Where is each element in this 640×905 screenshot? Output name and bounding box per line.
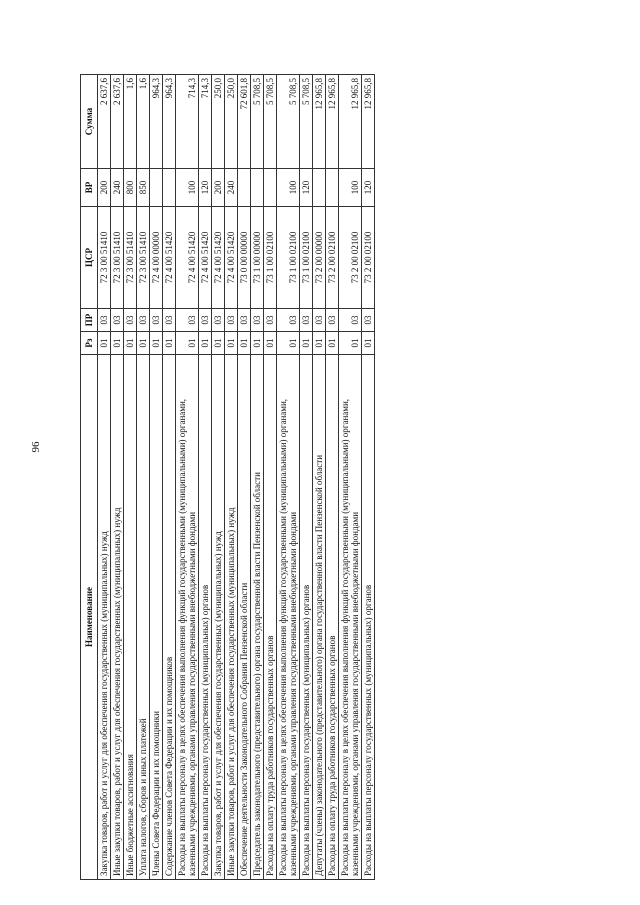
cell-name: Расходы на оплату труда работников государственных органов [326, 355, 339, 880]
cell-csr: 72 4 00 51420 [225, 207, 238, 309]
cell-sum: 714,3 [199, 75, 212, 169]
cell-name: Содержание членов Совета Федерации и их помощников [163, 355, 176, 880]
cell-sum: 12 965,8 [339, 75, 362, 169]
cell-rz: 01 [313, 332, 326, 355]
cell-sum: 250,0 [225, 75, 238, 169]
cell-vr: 100 [277, 169, 300, 207]
cell-name: Иные бюджетные ассигнования [124, 355, 137, 880]
cell-vr [238, 169, 251, 207]
cell-rz: 01 [238, 332, 251, 355]
cell-vr: 120 [199, 169, 212, 207]
cell-vr: 800 [124, 169, 137, 207]
table-row [277, 75, 300, 880]
cell-rz: 01 [277, 332, 300, 355]
cell-sum: 5 708,5 [277, 75, 300, 169]
cell-rz: 01 [300, 332, 313, 355]
cell-sum: 1,6 [124, 75, 137, 169]
cell-name: Депутаты (члены) законодательного (представительного) органа государственной власти Пензенской области [313, 355, 326, 880]
cell-name: Расходы на выплаты персоналу государственных (муниципальных) органов [199, 355, 212, 880]
cell-name: Расходы на выплаты персоналу в целях обеспечения выполнения функций государственными (муниципальными) органами, казенными учреждениями, органами управления государственными внебюджетными фондами [339, 355, 362, 880]
cell-csr: 73 1 00 02100 [277, 207, 300, 309]
table-row [176, 75, 199, 880]
cell-pr: 03 [163, 309, 176, 332]
table-row [111, 75, 124, 880]
cell-csr: 73 1 00 02100 [264, 207, 277, 309]
cell-pr: 03 [238, 309, 251, 332]
cell-pr: 03 [264, 309, 277, 332]
cell-csr: 72 4 00 51420 [212, 207, 225, 309]
cell-name: Иные закупки товаров, работ и услуг для обеспечения государственных (муниципальных) нужд [225, 355, 238, 880]
cell-csr: 72 4 00 51420 [176, 207, 199, 309]
cell-name: Председатель законодательного (представительного) органа государственной власти Пензенской области [251, 355, 264, 880]
cell-csr: 73 2 00 02100 [339, 207, 362, 309]
cell-sum: 2 637,6 [111, 75, 124, 169]
cell-name: Обеспечение деятельности Законодательного Собрания Пензенской области [238, 355, 251, 880]
cell-vr: 100 [339, 169, 362, 207]
cell-pr: 03 [326, 309, 339, 332]
cell-vr [163, 169, 176, 207]
header-rz: Рз [81, 332, 98, 355]
cell-vr: 200 [212, 169, 225, 207]
cell-name: Иные закупки товаров, работ и услуг для обеспечения государственных (муниципальных) нужд [111, 355, 124, 880]
cell-csr: 72 3 00 51410 [137, 207, 150, 309]
table-body [98, 75, 375, 880]
cell-csr: 73 2 00 00000 [313, 207, 326, 309]
cell-sum: 12 965,8 [362, 75, 375, 169]
table-row [313, 75, 326, 880]
table-row [339, 75, 362, 880]
cell-pr: 03 [277, 309, 300, 332]
cell-rz: 01 [111, 332, 124, 355]
cell-pr: 03 [339, 309, 362, 332]
cell-rz: 01 [199, 332, 212, 355]
cell-rz: 01 [212, 332, 225, 355]
cell-sum: 5 708,5 [264, 75, 277, 169]
cell-pr: 03 [124, 309, 137, 332]
cell-pr: 03 [300, 309, 313, 332]
cell-name: Расходы на оплату труда работников государственных органов [264, 355, 277, 880]
cell-csr: 73 2 00 02100 [326, 207, 339, 309]
cell-pr: 03 [98, 309, 111, 332]
cell-csr: 72 4 00 00000 [150, 207, 163, 309]
cell-sum: 714,3 [176, 75, 199, 169]
table-row [98, 75, 111, 880]
cell-pr: 03 [176, 309, 199, 332]
cell-name: Расходы на выплаты персоналу государственных (муниципальных) органов [300, 355, 313, 880]
cell-name: Расходы на выплаты персоналу в целях обеспечения выполнения функций государственными (муниципальными) органами, казенными учреждениями, органами управления государственными внебюджетными фондами [277, 355, 300, 880]
cell-vr: 850 [137, 169, 150, 207]
header-name: Наименование [81, 355, 98, 880]
header-pr: ПР [81, 309, 98, 332]
cell-rz: 01 [98, 332, 111, 355]
cell-rz: 01 [225, 332, 238, 355]
cell-csr: 72 4 00 51420 [163, 207, 176, 309]
cell-csr: 73 1 00 00000 [251, 207, 264, 309]
table-row [225, 75, 238, 880]
cell-rz: 01 [326, 332, 339, 355]
cell-sum: 12 965,8 [326, 75, 339, 169]
cell-pr: 03 [199, 309, 212, 332]
cell-vr: 100 [176, 169, 199, 207]
cell-pr: 03 [251, 309, 264, 332]
cell-pr: 03 [212, 309, 225, 332]
cell-sum: 964,3 [163, 75, 176, 169]
cell-vr [264, 169, 277, 207]
table-row [300, 75, 313, 880]
cell-sum: 72 601,8 [238, 75, 251, 169]
table-row [150, 75, 163, 880]
header-sum: Сумма [81, 75, 98, 169]
cell-rz: 01 [339, 332, 362, 355]
cell-csr: 73 1 00 02100 [300, 207, 313, 309]
cell-pr: 03 [225, 309, 238, 332]
table-row [137, 75, 150, 880]
cell-pr: 03 [150, 309, 163, 332]
cell-rz: 01 [150, 332, 163, 355]
budget-table [80, 74, 375, 880]
cell-rz: 01 [362, 332, 375, 355]
table-row [238, 75, 251, 880]
table-row [124, 75, 137, 880]
table-header [81, 75, 98, 880]
cell-vr: 240 [111, 169, 124, 207]
cell-csr: 72 3 00 51410 [124, 207, 137, 309]
cell-vr: 240 [225, 169, 238, 207]
cell-name: Закупка товаров, работ и услуг для обеспечения государственных (муниципальных) нужд [212, 355, 225, 880]
cell-vr [251, 169, 264, 207]
page-number: 96 [30, 441, 42, 453]
table-row [326, 75, 339, 880]
cell-pr: 03 [313, 309, 326, 332]
cell-vr: 200 [98, 169, 111, 207]
cell-name: Закупка товаров, работ и услуг для обеспечения государственных (муниципальных) нужд [98, 355, 111, 880]
cell-name: Члены Совета Федерации и их помощники [150, 355, 163, 880]
cell-vr: 120 [300, 169, 313, 207]
cell-sum: 2 637,6 [98, 75, 111, 169]
header-vr: ВР [81, 169, 98, 207]
cell-vr: 120 [362, 169, 375, 207]
header-row [81, 75, 98, 880]
cell-rz: 01 [264, 332, 277, 355]
cell-rz: 01 [251, 332, 264, 355]
table-row [212, 75, 225, 880]
table-row [251, 75, 264, 880]
cell-pr: 03 [111, 309, 124, 332]
cell-csr: 72 3 00 51410 [111, 207, 124, 309]
cell-rz: 01 [163, 332, 176, 355]
table-row [199, 75, 212, 880]
cell-name: Расходы на выплаты персоналу в целях обеспечения выполнения функций государственными (муниципальными) органами, казенными учреждениями, органами управления государственными внебюджетными фондами [176, 355, 199, 880]
cell-rz: 01 [176, 332, 199, 355]
table-row [264, 75, 277, 880]
cell-vr [313, 169, 326, 207]
cell-sum: 1,6 [137, 75, 150, 169]
cell-csr: 73 0 00 00000 [238, 207, 251, 309]
cell-sum: 964,3 [150, 75, 163, 169]
rotated-table-container [80, 75, 560, 880]
cell-sum: 5 708,5 [300, 75, 313, 169]
cell-sum: 5 708,5 [251, 75, 264, 169]
table-row [163, 75, 176, 880]
cell-name: Уплата налогов, сборов и иных платежей [137, 355, 150, 880]
table-row [362, 75, 375, 880]
cell-rz: 01 [137, 332, 150, 355]
cell-csr: 72 4 00 51420 [199, 207, 212, 309]
cell-vr [326, 169, 339, 207]
cell-name: Расходы на выплаты персоналу государственных (муниципальных) органов [362, 355, 375, 880]
cell-pr: 03 [362, 309, 375, 332]
cell-sum: 250,0 [212, 75, 225, 169]
cell-vr [150, 169, 163, 207]
cell-rz: 01 [124, 332, 137, 355]
cell-csr: 72 3 00 51410 [98, 207, 111, 309]
cell-sum: 12 965,8 [313, 75, 326, 169]
cell-pr: 03 [137, 309, 150, 332]
cell-csr: 73 2 00 02100 [362, 207, 375, 309]
header-csr: ЦСР [81, 207, 98, 309]
